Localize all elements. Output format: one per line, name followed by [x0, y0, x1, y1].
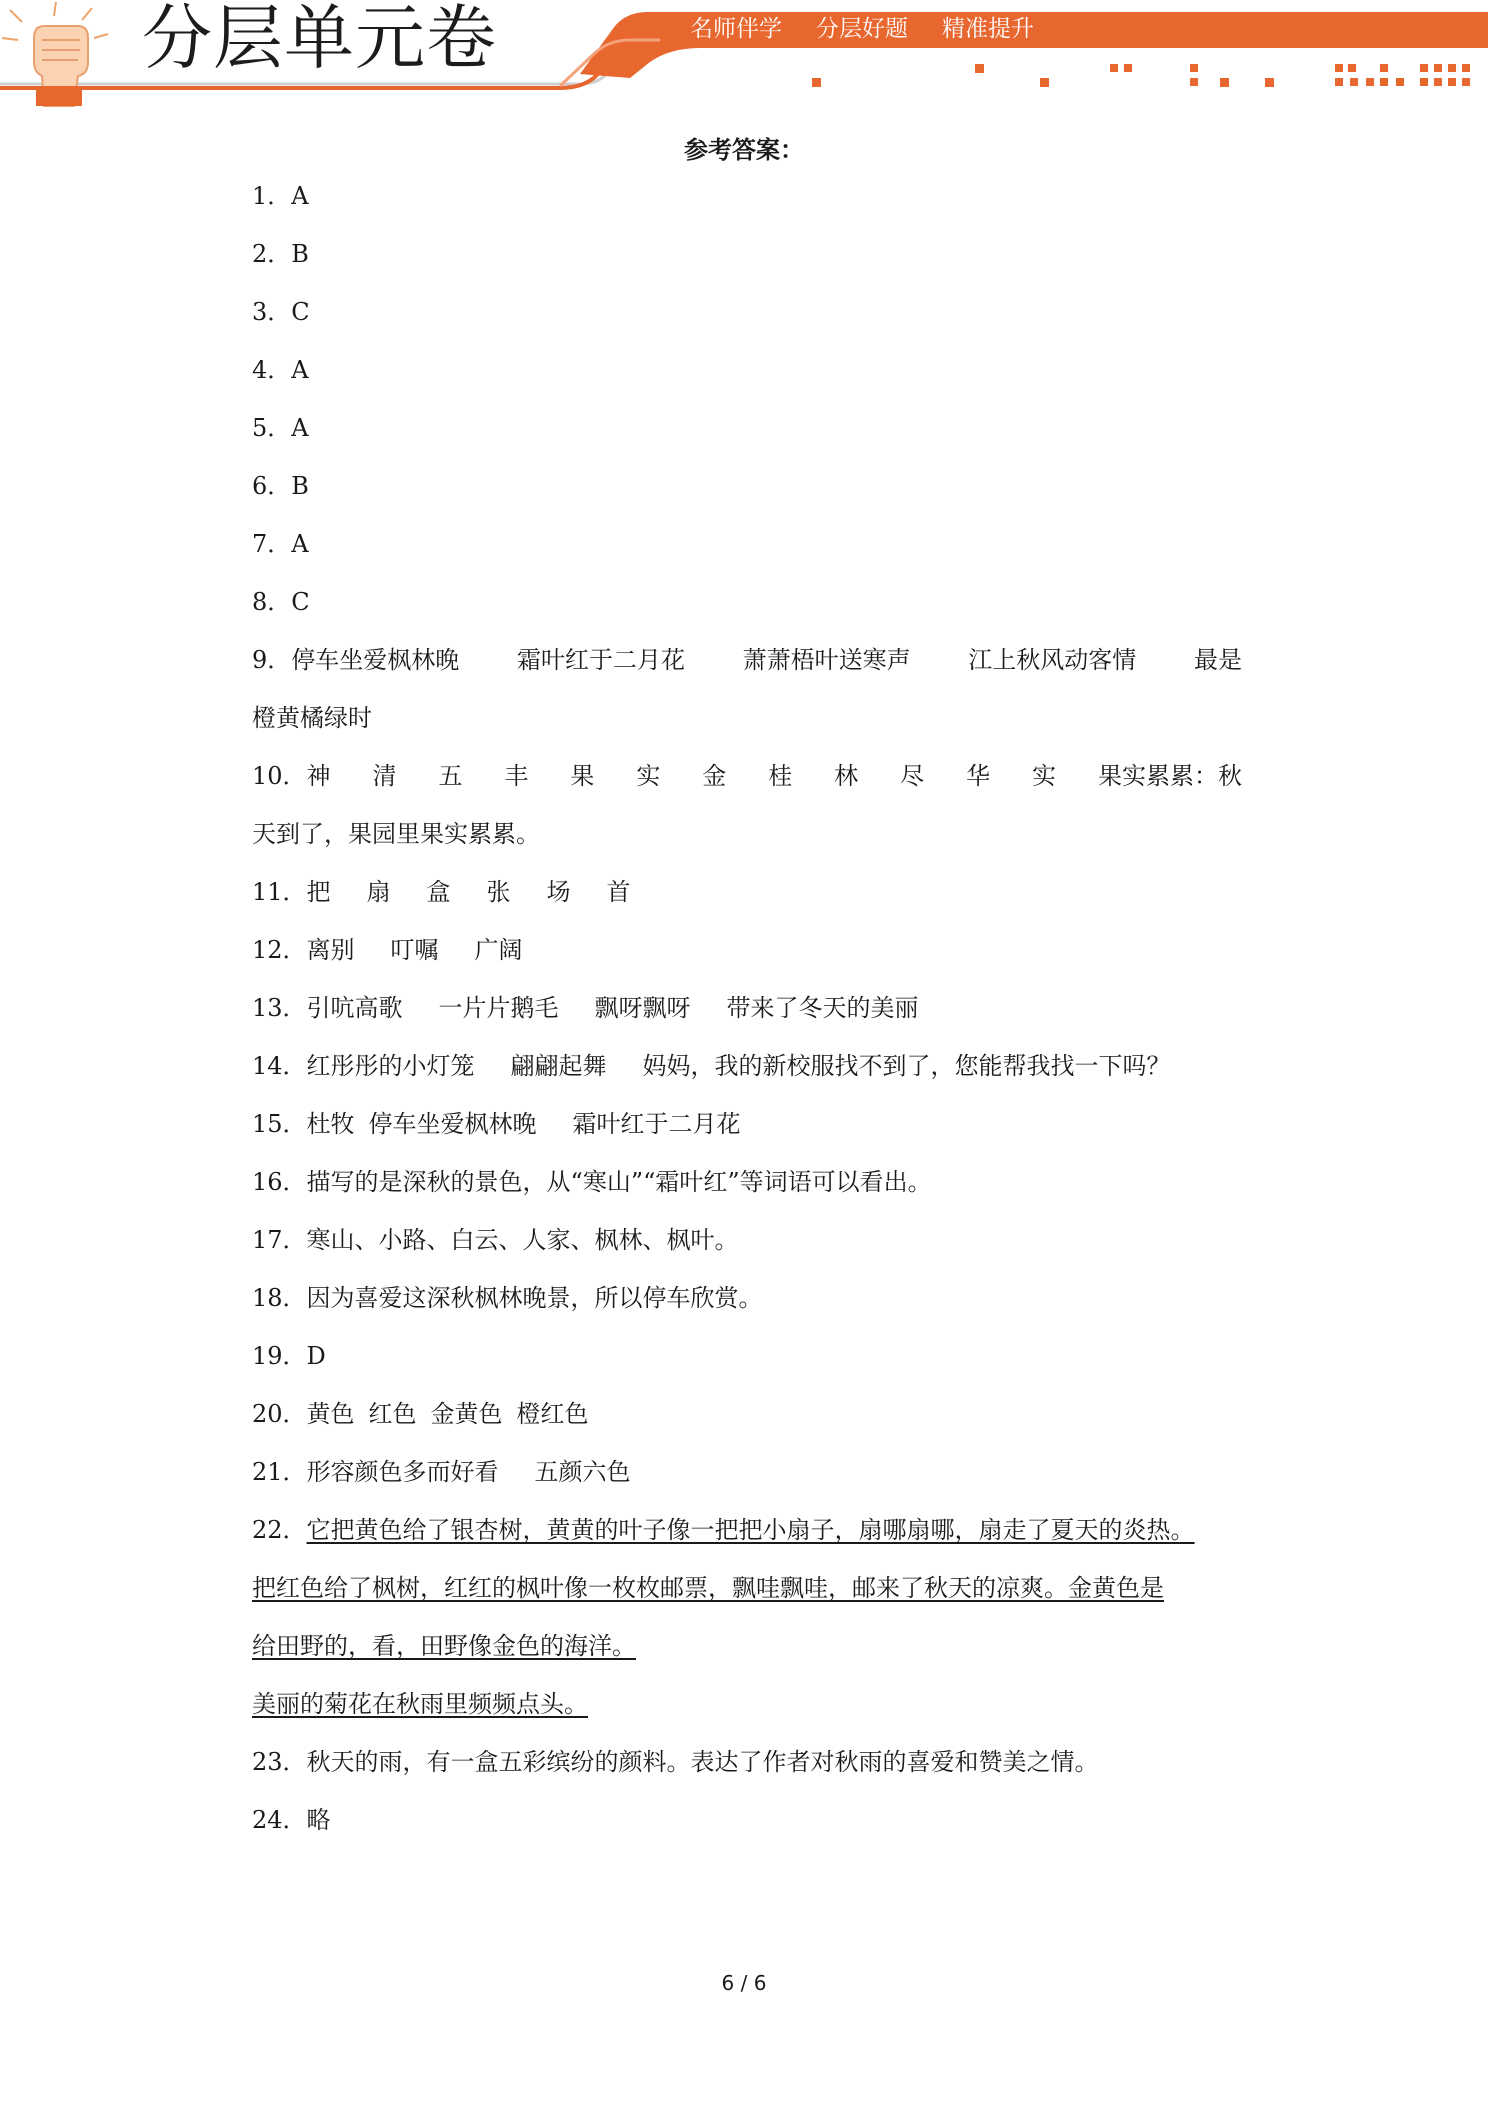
answer-2: 2．B: [252, 240, 309, 268]
header-banner: [0, 0, 1488, 115]
answer-22: 22．它把黄色给了银杏树，黄黄的叶子像一把把小扇子，扇哪扇哪，扇走了夏天的炎热。: [252, 1516, 1195, 1544]
answer-5: 5．A: [252, 414, 309, 442]
answer-12: 12．离别 叮嘱 广阔: [252, 936, 523, 964]
answer-1: 1．A: [252, 182, 309, 210]
slogan-2: 分层好题: [816, 16, 908, 42]
answer-22-line-2: 把红色给了枫树，红红的枫叶像一枚枚邮票，飘哇飘哇，邮来了秋天的凉爽。金黄色是: [252, 1574, 1164, 1602]
answer-9-continued: 橙黄橘绿时: [252, 704, 372, 732]
page-number: 6 / 6: [721, 1971, 767, 1995]
answer-17: 17．寒山、小路、白云、人家、枫林、枫叶。: [252, 1226, 739, 1254]
answer-23: 23．秋天的雨，有一盒五彩缤纷的颜料。表达了作者对秋雨的喜爱和赞美之情。: [252, 1748, 1099, 1776]
answer-key-title: 参考答案：: [684, 135, 804, 164]
answer-22-line-4: 美丽的菊花在秋雨里频频点头。: [252, 1690, 588, 1718]
answer-10-continued: 天到了，果园里果实累累。: [252, 820, 540, 848]
answer-16: 16．描写的是深秋的景色，从“寒山”“霜叶红”等词语可以看出。: [252, 1168, 932, 1196]
answer-19: 19．D: [252, 1342, 326, 1370]
answer-21: 21．形容颜色多而好看 五颜六色: [252, 1458, 631, 1486]
answer-3: 3．C: [252, 298, 310, 326]
answer-22-line-3: 给田野的，看，田野像金色的海洋。: [252, 1632, 636, 1660]
answer-20: 20．黄色 红色 金黄色 橙红色: [252, 1400, 589, 1428]
brand-title: 分层单元卷: [142, 0, 497, 79]
answer-18: 18．因为喜爱这深秋枫林晚景，所以停车欣赏。: [252, 1284, 763, 1312]
answer-24: 24．略: [252, 1806, 331, 1834]
slogan-1: 名师伴学: [690, 16, 782, 42]
answer-14: 14．红彤彤的小灯笼 翩翩起舞 妈妈，我的新校服找不到了，您能帮我找一下吗？: [252, 1052, 1171, 1080]
answer-11: 11．把 扇 盒 张 场 首: [252, 878, 631, 906]
answer-4: 4．A: [252, 356, 309, 384]
answer-9: 9．停车坐爱枫林晚 霜叶红于二月花 萧萧梧叶送寒声 江上秋风动客情 最是: [252, 646, 1242, 674]
slogan-3: 精准提升: [942, 16, 1034, 42]
answer-15: 15．杜牧 停车坐爱枫林晚 霜叶红于二月花: [252, 1110, 741, 1138]
fist-icon: [0, 0, 120, 108]
answer-13: 13．引吭高歌 一片片鹅毛 飘呀飘呀 带来了冬天的美丽: [252, 994, 919, 1022]
answer-6: 6．B: [252, 472, 309, 500]
answer-10: 10．神 清 五 丰 果 实 金 桂 林 尽 华 实 果实累累：秋: [252, 762, 1242, 790]
answer-8: 8．C: [252, 588, 310, 616]
answer-7: 7．A: [252, 530, 309, 558]
